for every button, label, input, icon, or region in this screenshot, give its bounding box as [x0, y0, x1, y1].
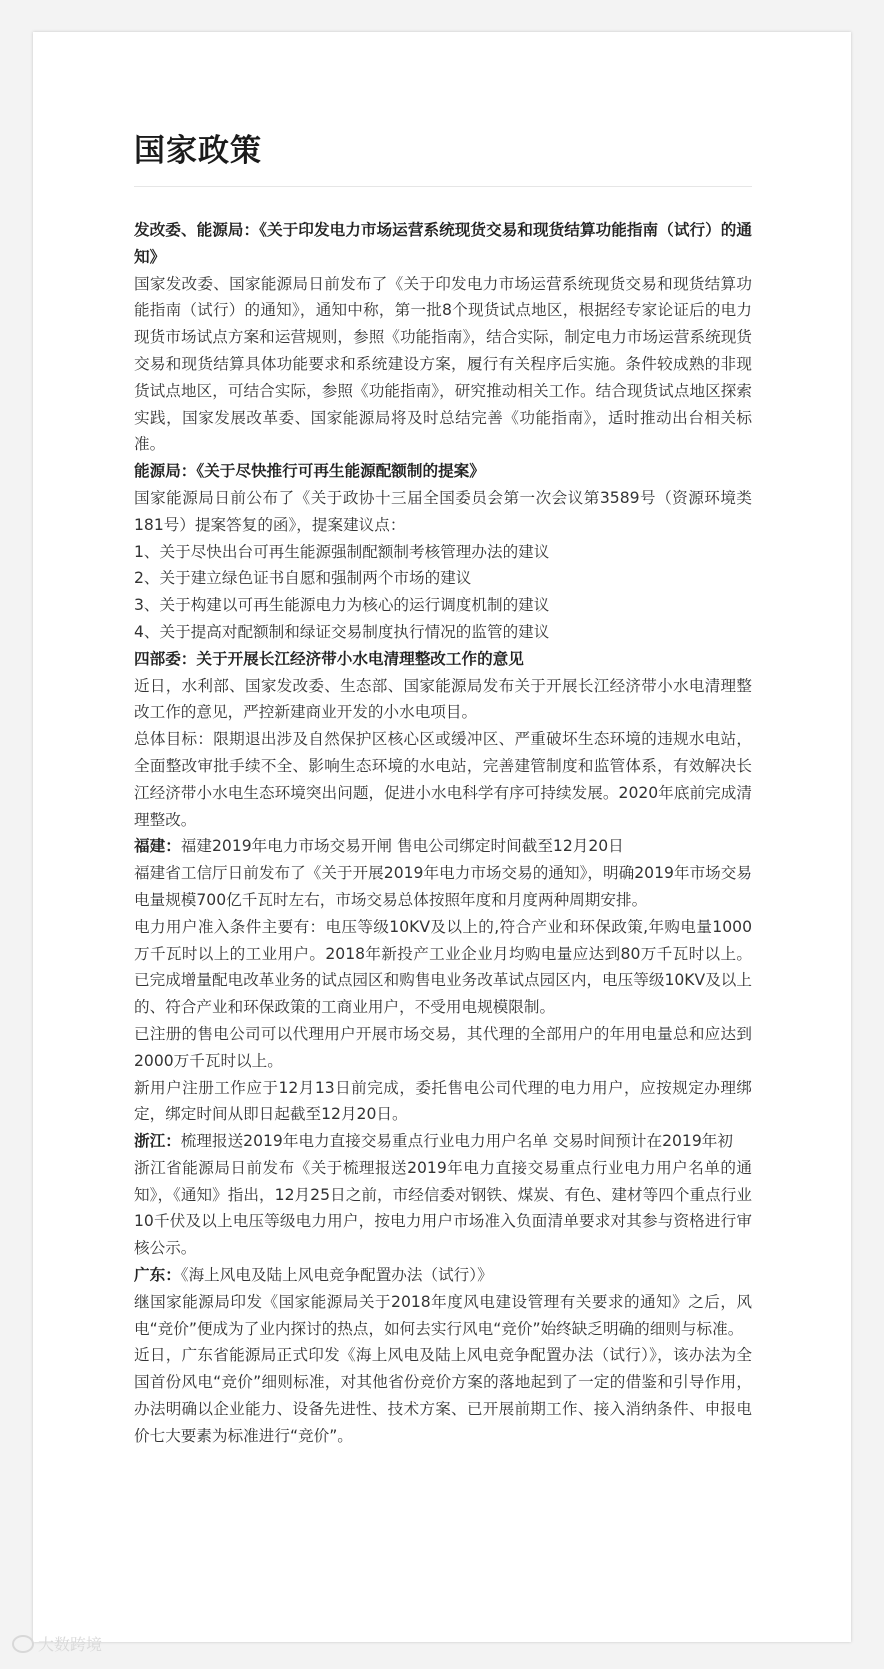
paragraph: 近日，水利部、国家发改委、生态部、国家能源局发布关于开展长江经济带小水电清理整改工作的意见，严控新建商业开发的小水电项目。: [134, 676, 752, 722]
article-content: [134, 125, 752, 1450]
paragraph: 已注册的售电公司可以代理用户开展市场交易，其代理的全部用户的年用电量总和应达到2000万千瓦时以上。: [134, 1024, 752, 1070]
paragraph: 发改委、能源局：《关于印发电力市场运营系统现货交易和现货结算功能指南（试行）的通知》: [134, 221, 752, 266]
paragraph: 继国家能源局印发《国家能源局关于2018年度风电建设管理有关要求的通知》之后，风电“竞价”便成为了业内探讨的热点，如何去实行风电“竞价”始终缺乏明确的细则与标准。: [134, 1292, 752, 1338]
paragraph: 浙江：梳理报送2019年电力直接交易重点行业电力用户名单 交易时间预计在2019年初: [134, 1132, 733, 1151]
paragraph: 国家能源局日前公布了《关于政协十三届全国委员会第一次会议第3589号（资源环境类181号）提案答复的函》，提案建议点：: [134, 488, 752, 534]
article-card: [33, 32, 851, 1642]
paragraph: 福建：福建2019年电力市场交易开闸 售电公司绑定时间截至12月20日: [134, 837, 624, 856]
list-item: 1、关于尽快出台可再生能源强制配额制考核管理办法的建议: [134, 542, 550, 561]
paragraph: 国家发改委、国家能源局日前发布了《关于印发电力市场运营系统现货交易和现货结算功能指南（试行）的通知》，通知中称，第一批8个现货试点地区，根据经专家论证后的电力现货市场试点方案和运营规则，参照《功能指南》，结合实际，制定电力市场运营系统现货交易和现货结算具体功能要求和系统建设方案，履行有关程序后实施。条件较成熟的非现货试点地区，可结合实际，参照《功能指南》，研究推动相关工作。结合现货试点地区探索实践，国家发展改革委、国家能源局将及时总结完善《功能指南》，适时推动出台相关标准。: [134, 274, 752, 454]
paragraph: 四部委：关于开展长江经济带小水电清理整改工作的意见: [134, 649, 524, 668]
paragraph: 福建省工信厅日前发布了《关于开展2019年电力市场交易的通知》，明确2019年市场交易电量规模700亿千瓦时左右，市场交易总体按照年度和月度两种周期安排。: [134, 864, 752, 909]
paragraph: 电力用户准入条件主要有：电压等级10KV及以上的,符合产业和环保政策,年购电量1000万千瓦时以上的工业用户。2018年新投产工业企业月均购电量应达到80万千瓦时以上。已完成增量配电改革业务的试点园区和购售电业务改革试点园区内，电压等级10KV及以上的、符合产业和环保政策的工商业用户，不受用电规模限制。: [134, 917, 752, 1017]
page-title: 国家政策: [134, 125, 752, 187]
paragraph: 广东：《海上风电及陆上风电竞争配置办法（试行）》: [134, 1266, 493, 1285]
paragraph: 近日，广东省能源局正式印发《海上风电及陆上风电竞争配置办法（试行）》，该办法为全国首份风电“竞价”细则标准，对其他省份竞价方案的落地起到了一定的借鉴和引导作用，办法明确以企业能力、设备先进性、技术方案、已开展前期工作、接入消纳条件、申报电价七大要素为标准进行“竞价”。: [134, 1346, 752, 1445]
paragraph: 新用户注册工作应于12月13日前完成，委托售电公司代理的电力用户，应按规定办理绑定，绑定时间从即日起截至12月20日。: [134, 1078, 752, 1124]
paragraph: 能源局：《关于尽快推行可再生能源配额制的提案》: [134, 462, 485, 481]
watermark: [12, 1632, 102, 1655]
paragraph: 总体目标：限期退出涉及自然保护区核心区或缓冲区、严重破坏生态环境的违规水电站，全面整改审批手续不全、影响生态环境的水电站，完善建管制度和监管体系，有效解决长江经济带小水电生态环境突出问题，促进小水电科学有序可持续发展。2020年底前完成清理整改。: [134, 730, 752, 829]
article-body: [134, 217, 752, 1450]
watermark-text: 大数跨境: [38, 1635, 103, 1654]
list-item: 2、关于建立绿色证书自愿和强制两个市场的建议: [134, 569, 472, 588]
list-item: 3、关于构建以可再生能源电力为核心的运行调度机制的建议: [134, 596, 550, 615]
brand-logo-icon: [12, 1635, 34, 1653]
list-item: 4、关于提高对配额制和绿证交易制度执行情况的监管的建议: [134, 622, 550, 641]
paragraph: 浙江省能源局日前发布《关于梳理报送2019年电力直接交易重点行业电力用户名单的通知》，《通知》指出，12月25日之前，市经信委对钢铁、煤炭、有色、建材等四个重点行业10千伏及以上电压等级电力用户，按电力用户市场准入负面清单要求对其参与资格进行审核公示。: [134, 1158, 752, 1258]
